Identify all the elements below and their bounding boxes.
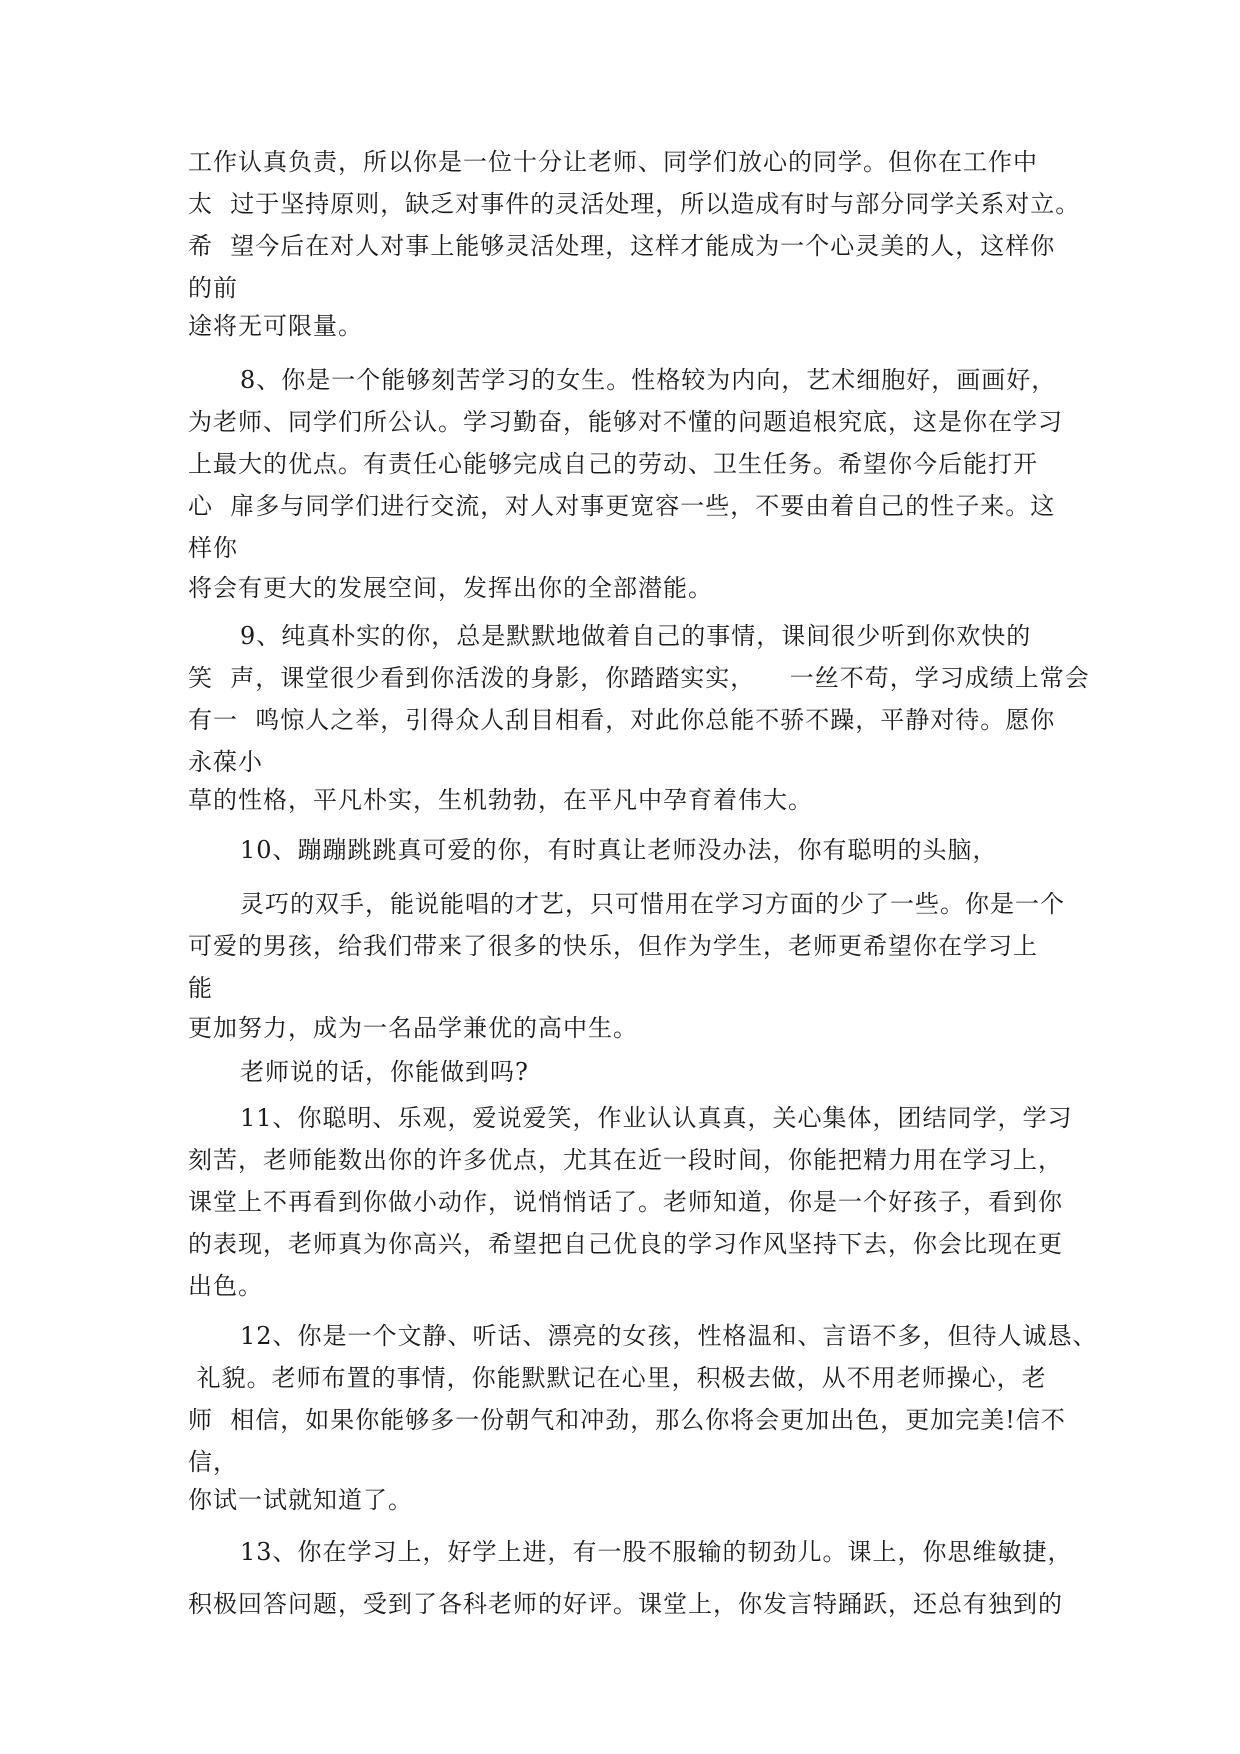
- text-line: 笑 声，课堂很少看到你活泼的身影，你踏踏实实， 一丝不苟，学习成绩上常会: [188, 664, 1090, 692]
- text-line: 礼貌。老师布置的事情，你能默默记在心里，积极去做，从不用老师操心，老: [188, 1364, 1047, 1392]
- text-line: 草的性格，平凡朴实，生机勃勃，在平凡中孕育着伟大。: [188, 786, 813, 814]
- text-line: 积极回答问题，受到了各科老师的好评。课堂上，你发言特踊跃，还总有独到的: [188, 1590, 1063, 1618]
- text-line: 上最大的优点。有责任心能够完成自己的劳动、卫生任务。希望你今后能打开: [188, 450, 1038, 478]
- text-line: 工作认真负责，所以你是一位十分让老师、同学们放心的同学。但你在工作中: [188, 148, 1038, 176]
- text-line: 途将无可限量。: [188, 312, 363, 340]
- text-line: 希 望今后在对人对事上能够灵活处理，这样才能成为一个心灵美的人，这样你: [188, 232, 1056, 260]
- text-line: 出色。: [188, 1272, 263, 1300]
- text-line: 样你: [188, 534, 238, 562]
- text-line: 你试一试就知道了。: [188, 1486, 413, 1514]
- text-line: 可爱的男孩，给我们带来了很多的快乐，但作为学生，老师更希望你在学习上: [188, 932, 1038, 960]
- text-line: 将会有更大的发展空间，发挥出你的全部潜能。: [188, 574, 713, 602]
- text-line: 12、你是一个文静、听话、漂亮的女孩，性格温和、言语不多，但待人诚恳、: [240, 1322, 1098, 1350]
- text-line: 能: [188, 974, 213, 1002]
- text-line: 信，: [188, 1448, 238, 1476]
- text-line: 为老师、同学们所公认。学习勤奋，能够对不懂的问题追根究底，这是你在学习: [188, 408, 1063, 436]
- text-line: 课堂上不再看到你做小动作，说悄悄话了。老师知道，你是一个好孩子，看到你: [188, 1188, 1063, 1216]
- text-line: 10、蹦蹦跳跳真可爱的你，有时真让老师没办法，你有聪明的头脑，: [240, 836, 998, 864]
- text-line: 有一 鸣惊人之举，引得众人刮目相看，对此你总能不骄不躁，平静对待。愿你: [188, 706, 1056, 734]
- text-line: 11、你聪明、乐观，爱说爱笑，作业认认真真，关心集体，团结同学，学习: [240, 1104, 1073, 1132]
- text-line: 的表现，老师真为你高兴，希望把自己优良的学习作风坚持下去，你会比现在更: [188, 1230, 1063, 1258]
- text-line: 心 扉多与同学们进行交流，对人对事更宽容一些，不要由着自己的性子来。这: [188, 492, 1056, 520]
- text-line: 灵巧的双手，能说能唱的才艺，只可惜用在学习方面的少了一些。你是一个: [240, 890, 1065, 918]
- text-line: 老师说的话，你能做到吗?: [240, 1058, 529, 1086]
- text-line: 8、你是一个能够刻苦学习的女生。性格较为内向，艺术细胞好，画画好，: [240, 366, 1057, 394]
- text-line: 9、纯真朴实的你，总是默默地做着自己的事情，课间很少听到你欢快的: [240, 622, 1032, 650]
- text-line: 永葆小: [188, 748, 263, 776]
- text-line: 13、你在学习上，好学上进，有一股不服输的韧劲儿。课上，你思维敏捷，: [240, 1538, 1073, 1566]
- text-line: 的前: [188, 274, 238, 302]
- text-line: 师 相信，如果你能够多一份朝气和冲劲，那么你将会更加出色，更加完美!信不: [188, 1406, 1066, 1434]
- text-line: 刻苦，老师能数出你的许多优点，尤其在近一段时间，你能把精力用在学习上，: [188, 1146, 1063, 1174]
- text-line: 太 过于坚持原则，缺乏对事件的灵活处理，所以造成有时与部分同学关系对立。: [188, 190, 1081, 218]
- text-line: 更加努力，成为一名品学兼优的高中生。: [188, 1014, 638, 1042]
